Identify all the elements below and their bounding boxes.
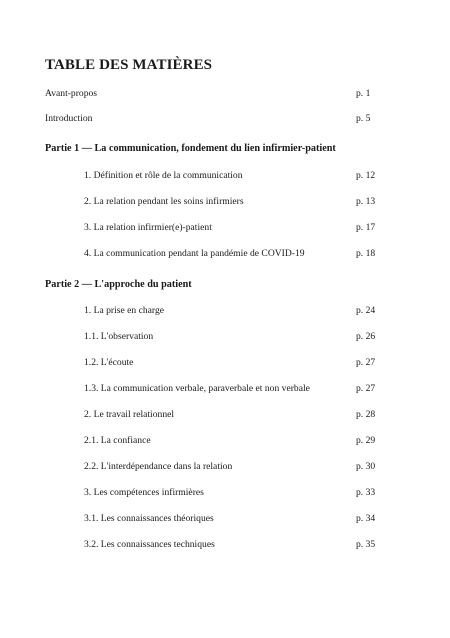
toc-part-1-heading[interactable]: Partie 1 — La communication, fondement du lien infirmier-patient bbox=[45, 143, 336, 154]
toc-entry-label: 1. Définition et rôle de la communication bbox=[84, 170, 243, 181]
toc-entry-page: p. 13 bbox=[356, 196, 376, 207]
toc-entry-label: 4. La communication pendant la pandémie de COVID-19 bbox=[84, 248, 305, 259]
toc-entry-page: p. 27 bbox=[356, 357, 376, 368]
toc-entry-label: Introduction bbox=[45, 113, 93, 124]
toc-entry[interactable] bbox=[0, 221, 450, 235]
toc-entry-label: 2. Le travail relationnel bbox=[84, 409, 175, 420]
toc-entry[interactable] bbox=[0, 169, 450, 183]
toc-entry-page: p. 29 bbox=[356, 435, 376, 446]
toc-entry-page: p. 33 bbox=[356, 487, 376, 498]
toc-entry[interactable] bbox=[0, 304, 450, 318]
toc-entry-label: 2. La relation pendant les soins infirmiers bbox=[84, 196, 244, 207]
toc-entry-page: p. 28 bbox=[356, 409, 376, 420]
toc-entry[interactable] bbox=[0, 512, 450, 526]
toc-entry-page: p. 24 bbox=[356, 305, 376, 316]
toc-entry-label: 1.1. L'observation bbox=[84, 331, 154, 342]
toc-entry[interactable] bbox=[0, 195, 450, 209]
toc-entry-page: p. 5 bbox=[356, 113, 371, 124]
toc-entry-avant-propos[interactable] bbox=[0, 87, 450, 101]
toc-entry-label: 3. Les compétences infirmières bbox=[84, 487, 204, 498]
toc-entry-label: 3. La relation infirmier(e)-patient bbox=[84, 222, 212, 233]
toc-entry-page: p. 27 bbox=[356, 383, 376, 394]
toc-entry-label: 3.1. Les connaissances théoriques bbox=[84, 513, 214, 524]
toc-entry-page: p. 34 bbox=[356, 513, 376, 524]
toc-entry-label: 2.1. La confiance bbox=[84, 435, 151, 446]
toc-entry-label: 3.2. Les connaissances techniques bbox=[84, 539, 215, 550]
toc-title: TABLE DES MATIÈRES bbox=[45, 57, 213, 73]
toc-entry-page: p. 18 bbox=[356, 248, 376, 259]
toc-entry[interactable] bbox=[0, 408, 450, 422]
toc-entry[interactable] bbox=[0, 460, 450, 474]
toc-entry-page: p. 26 bbox=[356, 331, 376, 342]
toc-entry[interactable] bbox=[0, 486, 450, 500]
toc-entry-label: Avant-propos bbox=[45, 88, 98, 99]
toc-entry[interactable] bbox=[0, 356, 450, 370]
toc-entry-label: 2.2. L'interdépendance dans la relation bbox=[84, 461, 233, 472]
toc-entry-label: 1.2. L'écoute bbox=[84, 357, 134, 368]
toc-entry-page: p. 30 bbox=[356, 461, 376, 472]
toc-entry-introduction[interactable] bbox=[0, 112, 450, 126]
toc-entry-page: p. 17 bbox=[356, 222, 376, 233]
toc-entry-page: p. 12 bbox=[356, 170, 376, 181]
toc-part-2-heading[interactable]: Partie 2 — L'approche du patient bbox=[45, 279, 192, 290]
toc-entry-label: 1.3. La communication verbale, paraverbale et non verbale bbox=[84, 383, 310, 394]
toc-entry-page: p. 35 bbox=[356, 539, 376, 550]
toc-entry[interactable] bbox=[0, 538, 450, 552]
toc-entry[interactable] bbox=[0, 330, 450, 344]
toc-entry[interactable] bbox=[0, 382, 450, 396]
toc-entry-page: p. 1 bbox=[356, 88, 371, 99]
toc-entry-label: 1. La prise en charge bbox=[84, 305, 165, 316]
toc-entry[interactable] bbox=[0, 434, 450, 448]
toc-entry[interactable] bbox=[0, 247, 450, 261]
